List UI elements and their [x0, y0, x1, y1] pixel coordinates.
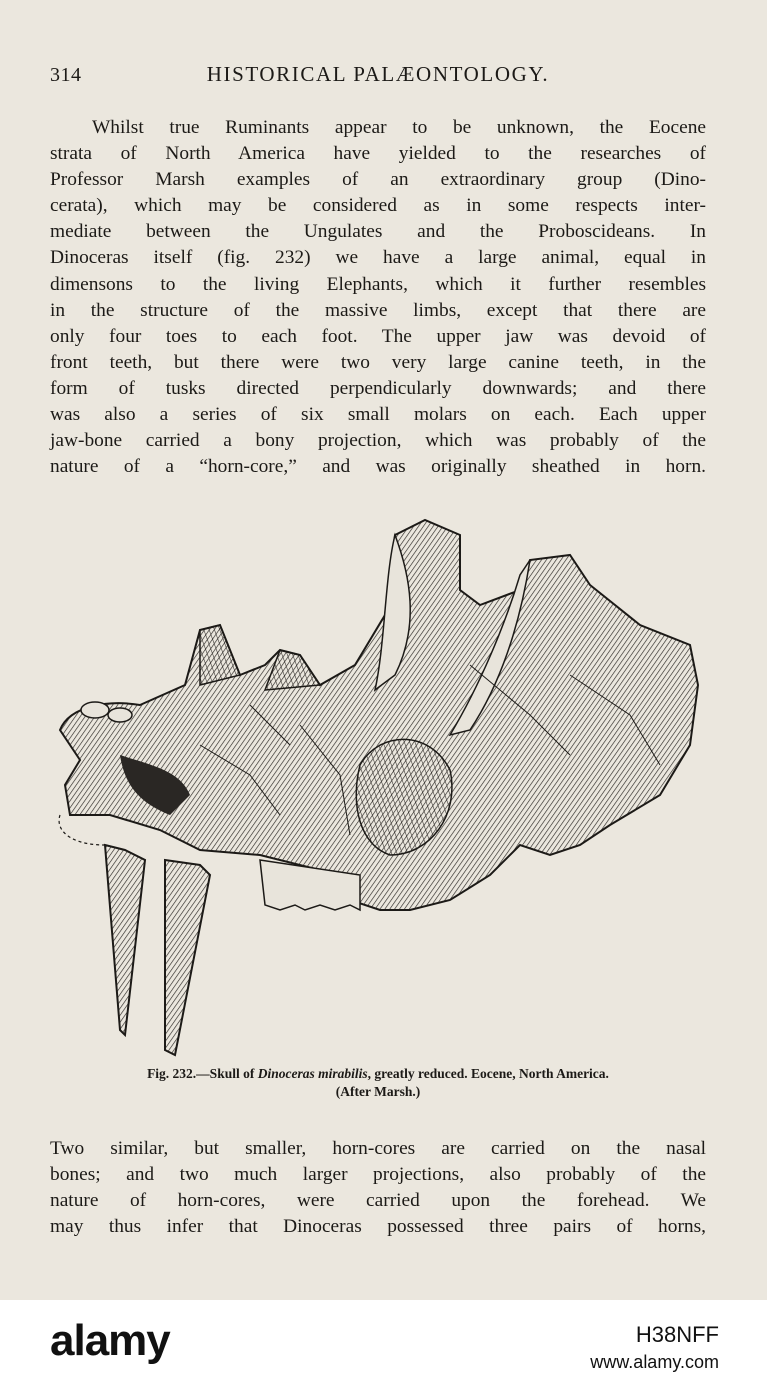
text-line: Two similar, but smaller, horn-cores are carried on the nasal	[50, 1138, 706, 1159]
caption-text: Fig. 232.—Skull of	[147, 1066, 258, 1081]
caption-line-1	[50, 1065, 706, 1083]
skull-illustration	[50, 515, 706, 1060]
text-line: Professor Marsh examples of an extraordinary group (Dino-	[50, 169, 706, 191]
stock-footer	[0, 1300, 767, 1390]
page-header	[50, 62, 706, 92]
text-line: Whilst true Ruminants appear to be unknown, the Eocene	[92, 117, 706, 138]
text-line: was also a series of six small molars on each. Each upper	[50, 404, 706, 426]
paragraph-2	[50, 1136, 706, 1240]
text-line: may thus infer that Dinoceras possessed three pairs of horns,	[50, 1216, 706, 1238]
text-line: strata of North America have yielded to the researches of	[50, 143, 706, 165]
text-line: form of tusks directed perpendicularly downwards; and there	[50, 377, 706, 399]
left-tusk	[105, 845, 145, 1035]
text-line: in the structure of the massive limbs, except that there are	[50, 299, 706, 321]
page-number: 314	[50, 64, 82, 86]
alamy-logo: alamy	[50, 1316, 170, 1365]
footer-url: www.alamy.com	[590, 1352, 719, 1372]
text-line: front teeth, but there were two very large canine teeth, in the	[50, 351, 706, 373]
caption-text: , greatly reduced. Eocene, North America.	[367, 1066, 609, 1081]
running-title: HISTORICAL PALÆONTOLOGY.	[206, 62, 550, 86]
figure-caption	[50, 1065, 706, 1101]
text-line: cerata), which may be considered as in some respects inter-	[50, 195, 706, 217]
text-line: nature of a “horn-core,” and was originally sheathed in horn.	[50, 456, 706, 478]
text-line: mediate between the Ungulates and the Proboscideans. In	[50, 221, 706, 243]
text-line: dimensons to the living Elephants, which it further resembles	[50, 273, 706, 295]
caption-species-name: Dinoceras mirabilis	[257, 1066, 368, 1081]
text-line: only four toes to each foot. The upper jaw was devoid of	[50, 325, 706, 347]
right-tusk	[165, 860, 210, 1055]
caption-line-2: (After Marsh.)	[335, 1084, 421, 1099]
skull-outline	[60, 520, 698, 910]
text-line: Dinoceras itself (fig. 232) we have a large animal, equal in	[50, 247, 706, 269]
dinoceras-skull-engraving	[50, 515, 706, 1060]
paragraph-1	[50, 115, 706, 480]
image-id: H38NFF	[635, 1322, 719, 1347]
text-line: jaw-bone carried a bony projection, which was probably of the	[50, 430, 706, 452]
text-line: nature of horn-cores, were carried upon the forehead. We	[50, 1190, 706, 1212]
text-line: bones; and two much larger projections, also probably of the	[50, 1164, 706, 1186]
